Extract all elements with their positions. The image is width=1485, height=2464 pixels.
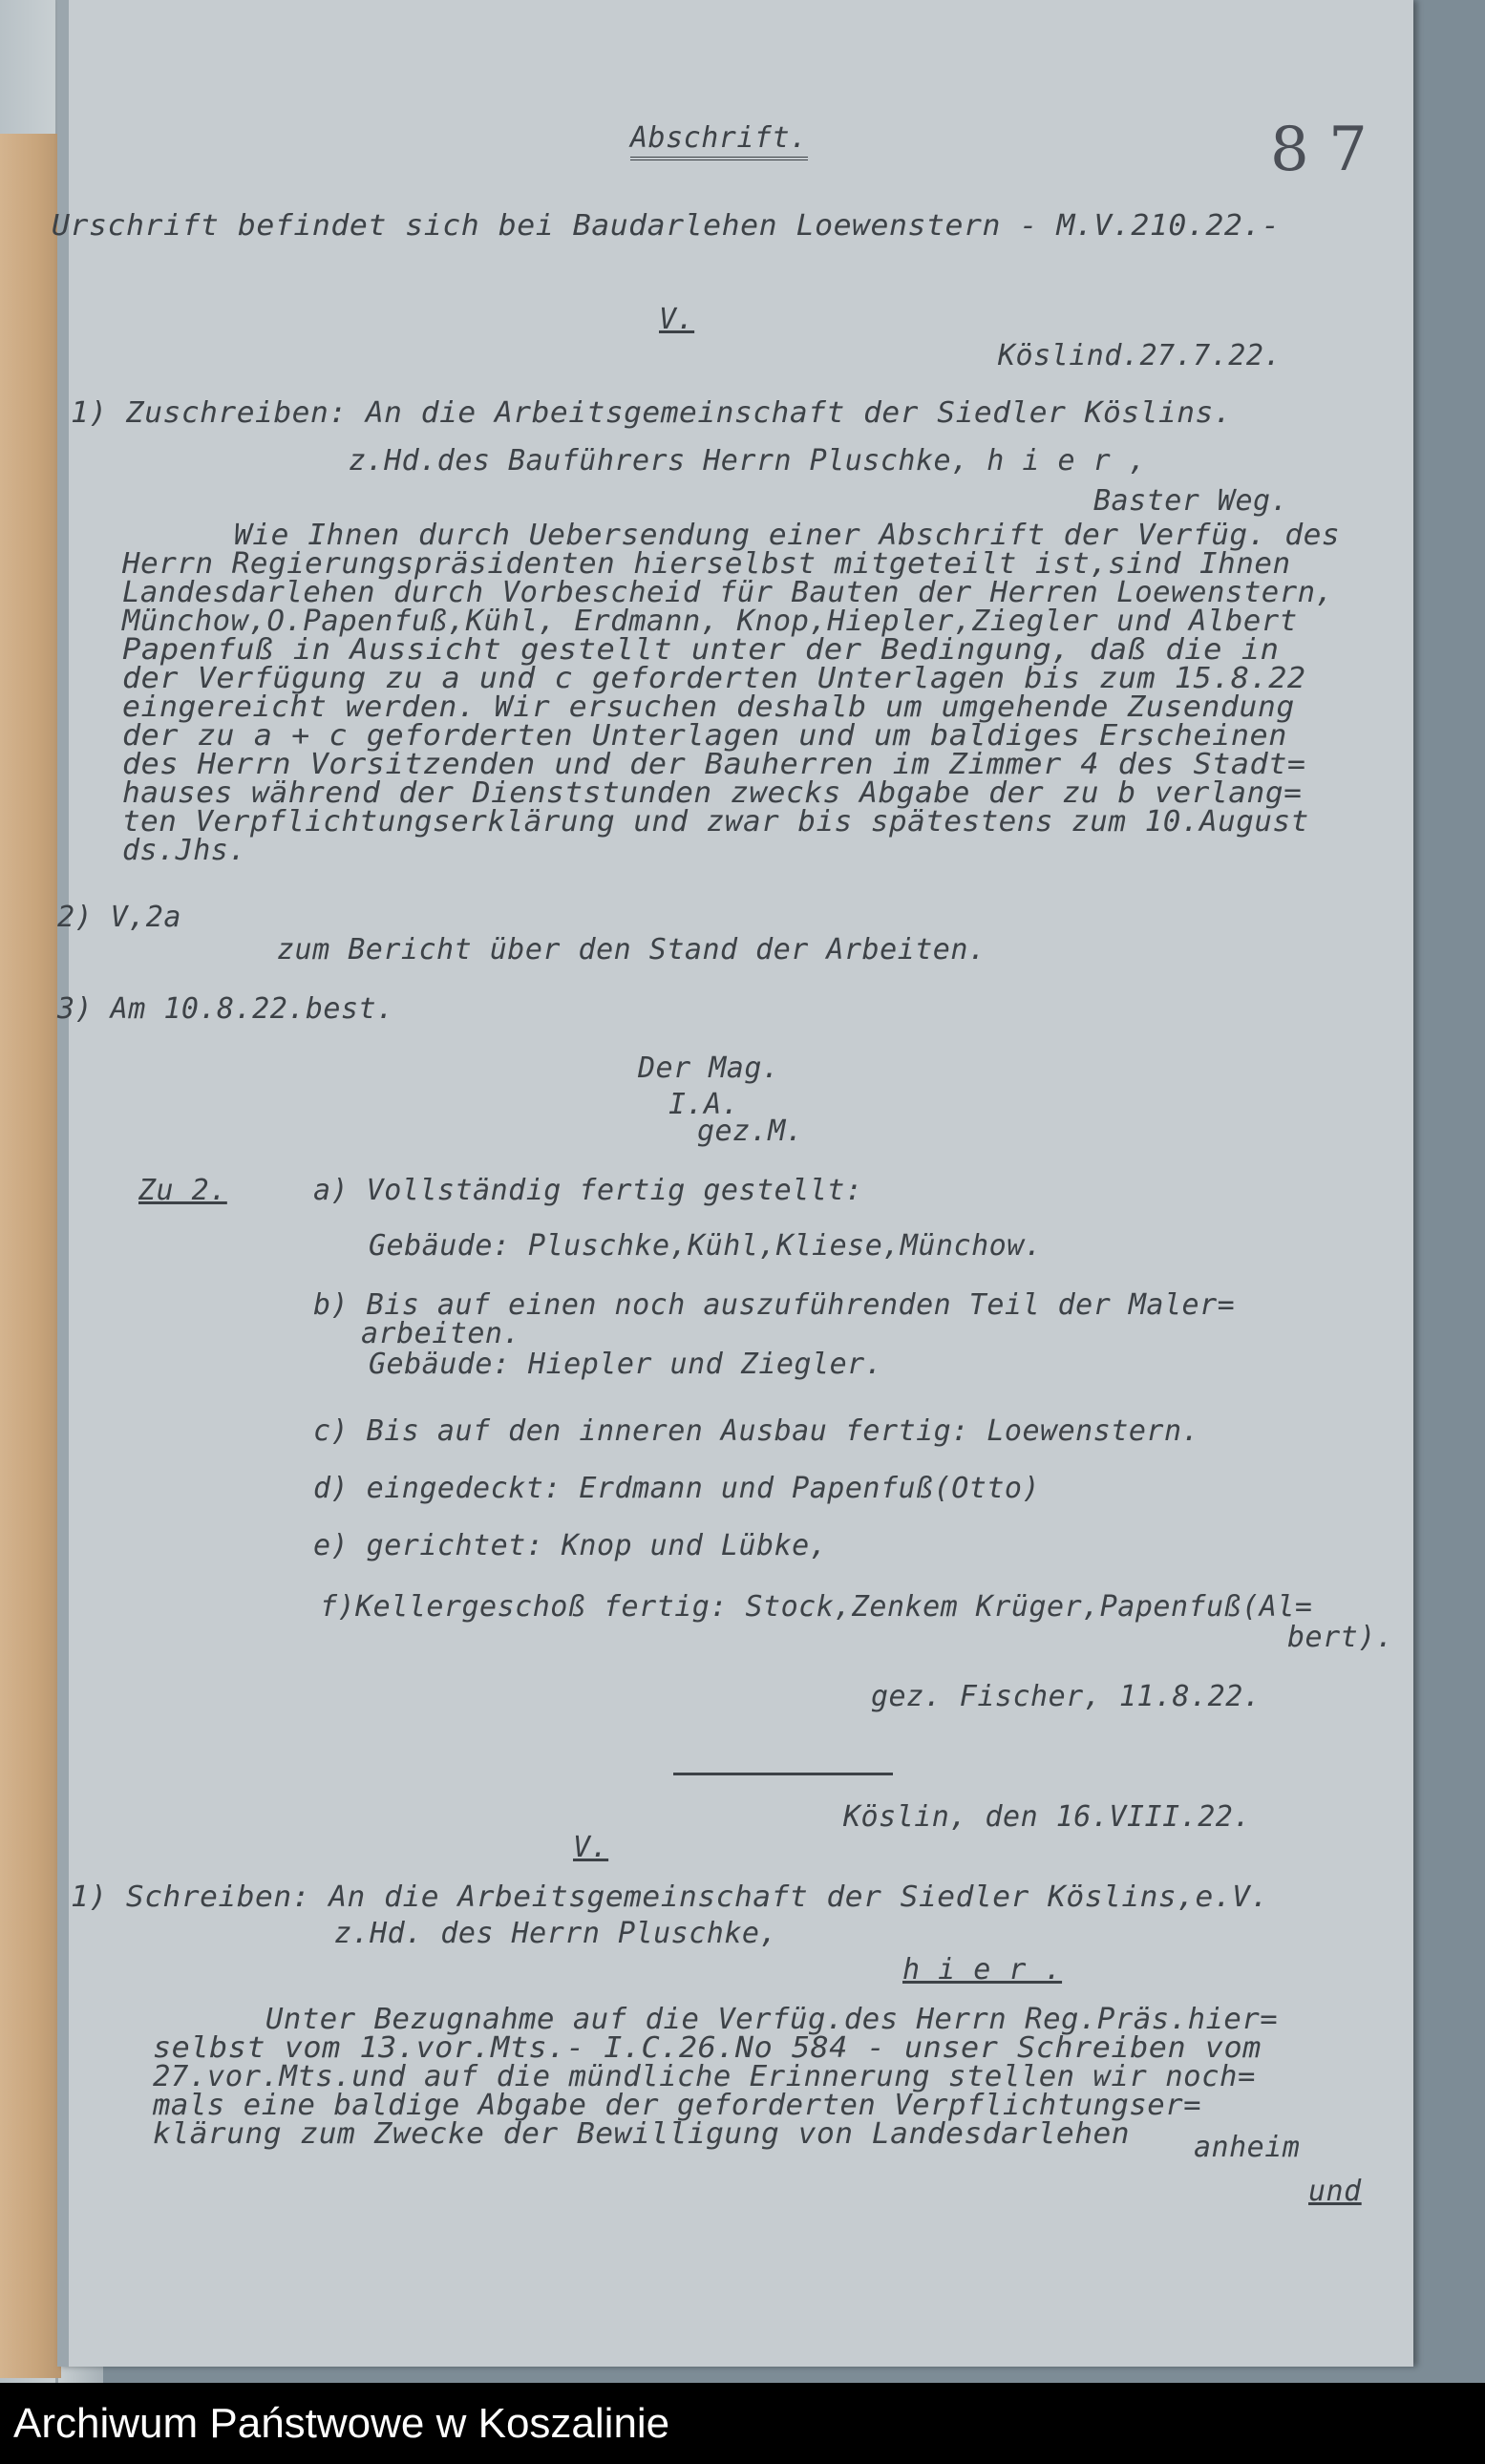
line-45-end: anheim <box>1194 2131 1301 2164</box>
line-41: Unter Bezugnahme auf die Verfüg.des Herrn Reg.Präs.hier= <box>265 2003 1279 2036</box>
item-a-detail: Gebäude: Pluschke,Kühl,Kliese,Münchow. <box>369 1229 1043 1263</box>
signature-ia: I.A. <box>668 1088 740 1121</box>
line-43: 27.vor.Mts.und auf die mündliche Erinnerung stellen wir noch= <box>153 2060 1256 2093</box>
line-19: 2) V,2a <box>57 901 181 934</box>
line-04: 1) Zuschreiben: An die Arbeitsgemeinschaft der Siedler Köslins. <box>71 396 1233 430</box>
date-line: Köslind.27.7.22. <box>998 339 1282 372</box>
line-21: 3) Am 10.8.22.best. <box>57 992 394 1026</box>
line-06: Baster Weg. <box>1093 484 1289 518</box>
line-39: z.Hd. des Herrn Pluschke, <box>334 1917 778 1950</box>
item-f: f)Kellergeschoß fertig: Stock,Zenkem Krüger,Papenfuß(Al= <box>320 1590 1313 1624</box>
item-c: c) Bis auf den inneren Ausbau fertig: Loewenstern. <box>313 1414 1200 1448</box>
line-01: Urschrift befindet sich bei Baudarlehen Loewenstern - M.V.210.22.- <box>52 209 1281 243</box>
item-b: b) Bis auf einen noch auszuführenden Teil der Maler= <box>313 1288 1236 1322</box>
line-05: z.Hd.des Bauführers Herrn Pluschke, h i e r , <box>349 444 1147 478</box>
signature-gez: gez.M. <box>697 1115 804 1148</box>
line-20: zum Bericht über den Stand der Arbeiten. <box>277 933 986 966</box>
line-13: eingereicht werden. Wir ersuchen deshalb um umgehende Zusendung <box>122 690 1295 724</box>
signature-fischer: gez. Fischer, 11.8.22. <box>871 1680 1262 1713</box>
heading: Abschrift. <box>630 121 808 160</box>
line-10: Münchow,O.Papenfuß,Kühl, Erdmann, Knop,Hiepler,Ziegler und Albert <box>122 605 1298 638</box>
v-mark-2: V. <box>573 1831 609 1864</box>
line-17: ten Verpflichtungserklärung und zwar bis spätestens zum 10.August <box>122 805 1309 839</box>
line-18: ds.Jhs. <box>122 834 246 867</box>
line-45: klärung zum Zwecke der Bewilligung von Landesdarlehen <box>153 2117 1131 2151</box>
line-08: Herrn Regierungspräsidenten hierselbst mitgeteilt ist,sind Ihnen <box>122 547 1291 581</box>
line-09: Landesdarlehen durch Vorbescheid für Bauten der Herren Loewenstern, <box>122 576 1334 609</box>
line-02: V. <box>659 303 695 336</box>
line-44: mals eine baldige Abgabe der geforderten Verpflichtungser= <box>153 2089 1202 2122</box>
item-b-cont: arbeiten. <box>361 1317 521 1350</box>
line-42: selbst vom 13.vor.Mts.- I.C.26.No 584 - unser Schreiben vom <box>153 2031 1262 2065</box>
line-12: der Verfügung zu a und c geforderten Unterlagen bis zum 15.8.22 <box>122 662 1306 695</box>
catchword: und <box>1308 2175 1362 2208</box>
page-spine-shadow <box>57 0 69 2367</box>
document-page <box>52 0 1413 2367</box>
line-15: des Herrn Vorsitzenden und der Bauherren im Zimmer 4 des Stadt= <box>122 748 1306 781</box>
line-11: Papenfuß in Aussicht gestellt unter der Bedingung, daß die in <box>122 633 1280 667</box>
signature-mag: Der Mag. <box>638 1051 780 1085</box>
item-d: d) eingedeckt: Erdmann und Papenfuß(Otto) <box>313 1472 1041 1505</box>
line-07: Wie Ihnen durch Uebersendung einer Abschrift der Verfüg. des <box>234 519 1341 552</box>
item-f-cont: bert). <box>1287 1621 1394 1654</box>
separator-rule <box>673 1773 893 1775</box>
line-40: h i e r . <box>902 1953 1063 1986</box>
date-line-2: Köslin, den 16.VIII.22. <box>843 1800 1251 1834</box>
item-e: e) gerichtet: Knop und Lübke, <box>313 1529 828 1562</box>
line-16: hauses während der Dienststunden zwecks Abgabe der zu b verlang= <box>122 776 1303 810</box>
archive-footer <box>0 2383 1485 2464</box>
item-b-detail: Gebäude: Hiepler und Ziegler. <box>369 1348 883 1381</box>
archive-folio-number: 8 7 <box>1270 115 1368 185</box>
line-14: der zu a + c geforderten Unterlagen und um baldiges Erscheinen <box>122 719 1287 753</box>
item-a: a) Vollständig fertig gestellt: <box>313 1174 863 1207</box>
archive-name: Archiwum Państwowe w Koszalinie <box>13 2399 670 2447</box>
section-label: Zu 2. <box>138 1174 227 1207</box>
line-38: 1) Schreiben: An die Arbeitsgemeinschaft der Siedler Köslins,e.V. <box>71 1880 1269 1914</box>
folder-cover <box>0 134 61 2378</box>
